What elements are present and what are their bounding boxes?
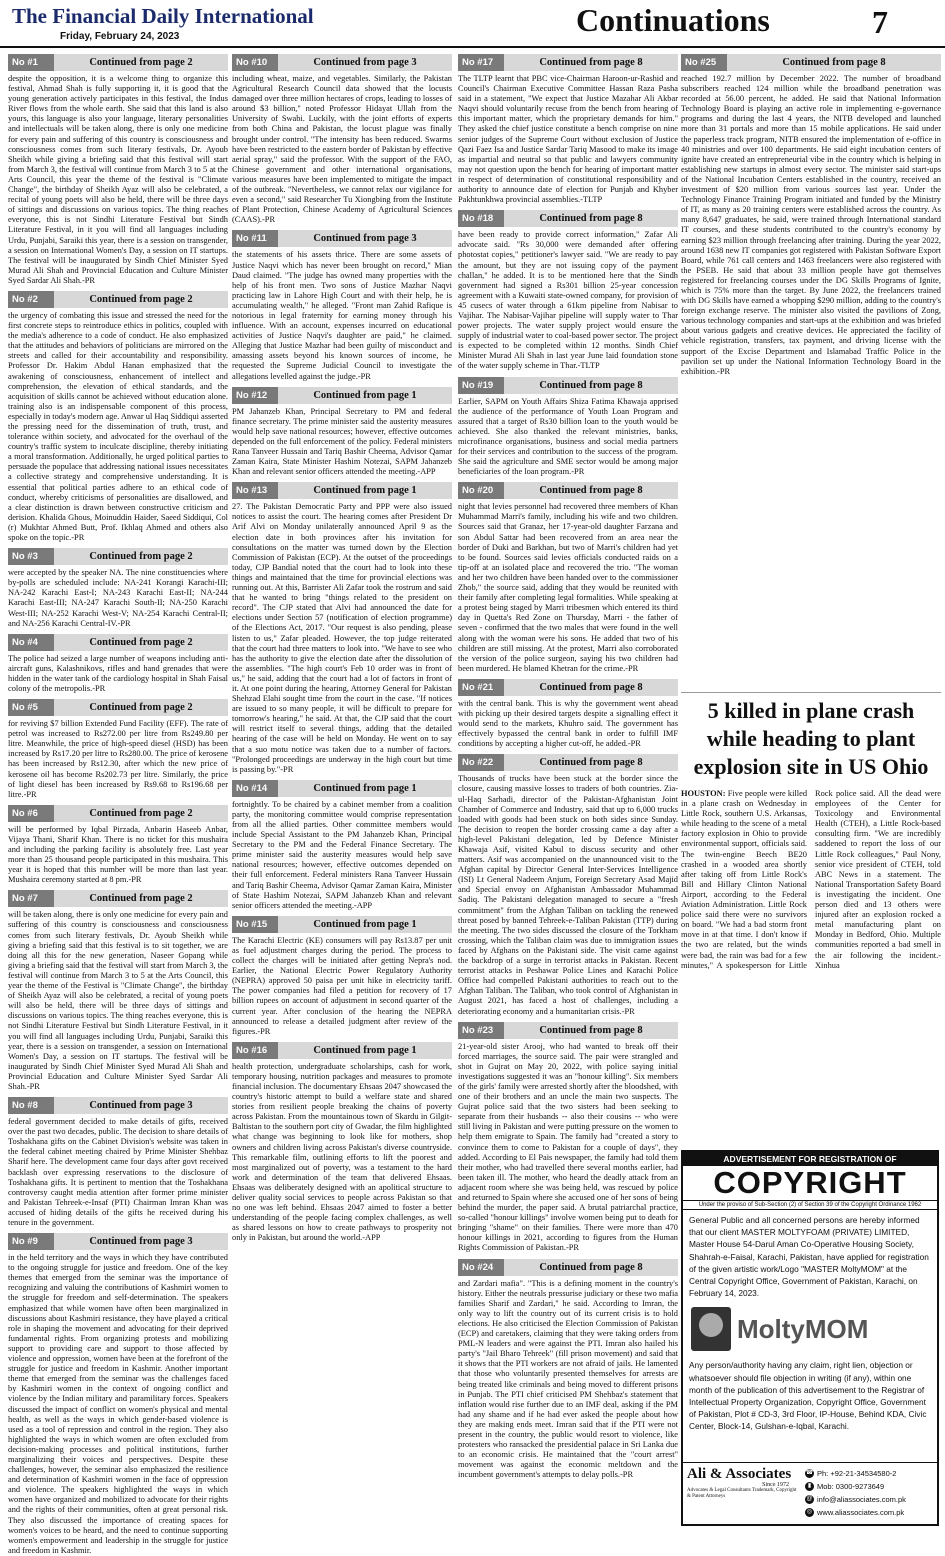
story-text: including wheat, maize, and vegetables. Similarly, the Pakistan Agricultural Research Council data showed that the locusts damaged over three million hectares of crops, leading to losses of around $3 billion," noted Professor Hidayat Ullah from the University of Swabi. Luckily, with the joint efforts of experts from both China and Pakistan, the locust plague was finally brought under control. "The intensity has been reduced. Swarms have been restricted to the eastern border of Pakistan by effective aerial spray," said the professor. With the support of the FAO, Chinese government and other international organisations, various measures have been implemented to mitigate the impact of the outbreak. "Nevertheless, we cannot relax our vigilance for even a second," said Researcher Tu Xiongbing from the Institute of Plant Protection, Chinese Academy of Agricultural Sciences (CAAS).-PR bbox=[232, 74, 452, 225]
continued-from: Continued from page 3 bbox=[278, 230, 452, 247]
moltymom-logo bbox=[683, 1303, 937, 1355]
story-text: the urgency of combating this issue and stressed the need for the first concrete steps to reintroduce ethics in politics, coupled with the media's adherence to a code of conduct. He also emphasized that the attitudes and behaviors of politicians are mirrored on the streets and called for their accountability and responsibility. Professor Dr. Hakim Abdul Hanan emphasized that the awakening of consciousness, enhancement of intellect and comprehension, the elevation of ethical standards, and the acquisition of skills cannot be achieved without education alone. training also is an indispensable component of this process, especially in today's modern age. Anwar ul Haq Siddiqui asserted the pressing need for the dissemination of truth, trust, and tolerance within society, and advocated for the overhaul of the country's traffic system to inculcate discipline, thereby initiating a moral transformation. Additionally, he urged political parties to persuade the populace that addressing national issues necessitates a collective strategy and comprehensive understanding. It is essential that political parties adhere to an ethical code of conduct, whereby criticisms of personalities are disallowed, and a clear distinction is drawn between constructive criticism and derision. Khalida Ghous, Moinuddin Haider, Saeed Siddiqui, Col (r) Mukhtar Ahmed Butt, Prof. Ikhlaq Ahmed and others also spoke on the topic.-PR bbox=[8, 310, 228, 543]
story-header bbox=[458, 54, 678, 71]
story-header bbox=[8, 634, 228, 651]
issue-date: Friday, February 24, 2023 bbox=[60, 31, 180, 42]
story-text: will be taken along, there is only one medicine for every pain and suffering of this country is consciousness and consciousness comes from such literary festivals, Dr. Ayoub Sheikh while giving a briefing said that this festival is to sit together, we are doing all this for the new generation, Naseer Gopang while giving a briefing said that the festival will start from March 3, the festival will continue from March 3 to 5 at the Arts Council, this year the theme of the Festival is "Climate Change", the birthday of Sheikh Ayaz will also be celebrated, a recital of young poets will also be held, there will be three days of sittings and discussions on various topics. The thing reaches everyone, this is not Sindhi Literature Festival but Sindh Literature Festival, in it you will find all languages including Urdu, Punjabi, Saraiki this year, there is a session on transgender, a session on International Women's Day, a session on IT startups. The festival will be inaugurated by Sindh Chief Minister Syed Murad Ali Shah and Provincial Education and Culture Minister Syed Sardar Ali Shah.-PR bbox=[8, 910, 228, 1091]
story-text: the statements of his assets thrice. There are some assets of Justice Naqvi which has never been brought on record," Mian Daud claimed. "The judge has owned many properties with the help of his front men. Two sons of Justice Mazhar Naqvi practicing law in Lahore High Court and with their help, he is accumulating wealth," he alleged. "Front man Zahid Rafique is notorious in legal fraternity for earning money through his influence. With an account, expenses incurred on educational activities of Justice Naqvi's daughter are paid," he claimed. Alleging that Justice Mazhar had been guilty of misconduct and amassing assets beyond his known sources of income, he requested the Supreme Judicial Council to investigate the allegations levelled against the judge.-PR bbox=[232, 250, 452, 381]
story-text: have been ready to provide correct information," Zafar Ali advocate said. "Rs 30,000 were demanded after offering photostat copies," petitioner's lawyer said. "We are ready to pay the amount, but they are not issuing copy of the payment challan," he added. It is to be mentioned here that the Sindh government had signed a Rs301 billion 25-year concession agreement with a Kuwaiti state-owned company, for provision of 45 cusecs of water through a 61km pipeline from Nabisar to Vajihar. The Nabisar-Vajihar pipeline will supply water to Thar power projects. The water supply project would ensure the supply of industrial water to coal-based power sector. The project is expected to be completed within 12 months. Sindh Chief Minister Murad Ali Shah in last year June laid foundation stone of the water supply scheme in Thar.-TLTP bbox=[458, 230, 678, 371]
page-number: 7 bbox=[872, 4, 888, 40]
story-number: No #13 bbox=[232, 482, 278, 499]
story-text: fortnightly. To be chaired by a cabinet member from a coalition party, the monitoring committee would comprise representation from all the allied parties. Other committee members would include Special Assistant to the PM Jahanzeb Khan, Principal Secretary to the PM and the Federal Finance Secretary. The prime minister said the austerity measures would help save national resources; however, effective outcomes depended on their full enforcement. Federal ministers Rana Tanveer Hussain and Tariq Bashir Cheema, Advisor Qamar Zaman Kaira, Minister of State Hashim Notezai, SAPM Jahanzeb Khan and relevant senior officers attended the meeting.-APP bbox=[232, 799, 452, 910]
story-text: for reviving $7 billion Extended Fund Facility (EFF). The rate of petrol was increased to Rs272.00 per litre from Rs249.80 per litre. Meanwhile, the price of high-speed diesel (HSD) has been increased by Rs17.20 per litre to Rs280.00. The price of kerosene has been increased by Rs12.30, after which the new price of kerosene oil has become Rs202.73 per litre. Similarly, the price of light diesel has been increased by Rs9.68 to Rs196.68 per litre.-PR bbox=[8, 719, 228, 799]
story-number: No #5 bbox=[8, 699, 54, 716]
continuation-story bbox=[232, 482, 452, 775]
column-1 bbox=[8, 54, 228, 1555]
story-number: No #24 bbox=[458, 1259, 504, 1276]
story-header bbox=[232, 387, 452, 404]
story-header bbox=[8, 1233, 228, 1250]
continued-from: Continued from page 8 bbox=[504, 54, 678, 71]
story-header bbox=[8, 291, 228, 308]
story-header bbox=[458, 1259, 678, 1276]
continued-from: Continued from page 3 bbox=[278, 54, 452, 71]
continuation-story bbox=[8, 1233, 228, 1556]
email-icon: @ bbox=[806, 1496, 813, 1502]
story-number: No #20 bbox=[458, 482, 504, 499]
story-number: No #14 bbox=[232, 780, 278, 797]
story-number: No #3 bbox=[8, 548, 54, 565]
continuation-story bbox=[232, 230, 452, 381]
story-text: The TLTP learnt that PBC vice-Chairman Haroon-ur-Rashid and Council's Chairman Executive Committee Hassan Raza Pasha said in a statement, "We expect that Justice Mazahar Ali Akbar Naqvi should voluntarily recuse from the bench from hearing of this important matter, which the proprietary demands for him." They asked the chief justice constitute a bench comprise on nine senior judges of the Supreme Court without exclusion of Justice Qazi Faez Isa and Justice Sardar Tariq Masood to make its image as impartial and neutral so that public and lawyers community may not question upon the bench for hearing of important matter in respect of determination of constitutional responsibility and authority to announce date of election for Punjab and Khyber Pakhtunkhwa provincial assemblies.-TLTP bbox=[458, 74, 678, 205]
feature-dateline: HOUSTON: bbox=[681, 789, 726, 798]
continued-from: Continued from page 2 bbox=[54, 54, 228, 71]
story-header bbox=[8, 699, 228, 716]
story-header bbox=[458, 754, 678, 771]
continued-from: Continued from page 1 bbox=[278, 482, 452, 499]
story-number: No #1 bbox=[8, 54, 54, 71]
phone-line: ☎ Ph: +92-21-34534580-2 bbox=[805, 1469, 897, 1478]
firm-name: Ali & Associates bbox=[687, 1466, 792, 1482]
story-text: were accepted by the speaker NA. The nine constituencies where by-polls are scheduled include: NA-241 Korangi Karachi-III; NA-242 Karachi East-I; NA-243 Karachi East-II; NA-244 Karachi East-III; NA-247 Karachi South-II; NA-250 Karachi West-III; NA-252 Karachi West-V; NA-254 Karachi Central-II; and NA-256 Karachi Central-IV.-PR bbox=[8, 568, 228, 628]
continued-from: Continued from page 2 bbox=[54, 634, 228, 651]
continued-from: Continued from page 1 bbox=[278, 916, 452, 933]
story-header bbox=[8, 548, 228, 565]
story-text: The Karachi Electric (KE) consumers will pay Rs13.87 per unit as fuel adjustment charges during the period. The process to collect the charges will be initiated after getting Nepra's nod. Earlier, the National Electric Power Regulatory Authority (NEPRA) approved 50 paisa per unit hike in electricity tariff. The power companies had filed a petition for recovery of 17 billion rupees on account of adjustment in second quarter of the current year. After conclusion of the hearing the NEPRA announced to release a detailed judgment after review of the figures.-PR bbox=[232, 935, 452, 1036]
continuation-story bbox=[232, 780, 452, 911]
story-text: with the central bank. This is why the government went ahead with picking up their desired targets despite a signalling effect it would send to the markets, Khuhro said. The government has effectively bypassed the central bank in order to fulfill IMF conditions by accepting a higher cut-off, he added.-PR bbox=[458, 698, 678, 749]
continuation-story bbox=[8, 548, 228, 629]
phone-icon: ☎ bbox=[805, 1470, 814, 1476]
story-header bbox=[8, 54, 228, 71]
story-text: PM Jahanzeb Khan, Principal Secretary to PM and federal finance secretary. The prime minister said the austerity measures would help save national resources; however, effective outcomes depended on the full enforcement of the policy. Federal ministers Rana Tanveer Hussain and Tariq Bashir Cheema, Advisor Qamar Zaman Kaira, State Minister Hashim Notezai, SAPM Jahanzeb Khan and relevant senior officers attended the meeting.-APP bbox=[232, 406, 452, 477]
story-header bbox=[232, 780, 452, 797]
continued-from: Continued from page 3 bbox=[54, 1233, 228, 1250]
story-header bbox=[458, 1022, 678, 1039]
firm-tagline: Advocates & Legal Consultants Trademark, Copyright & Patent Attorneys bbox=[687, 1488, 797, 1499]
story-text: 27. The Pakistan Democratic Party and PPP were also issued notices to assist the court. The hearing comes after President Dr Arif Alvi on Monday unilaterally announced April 9 as the election date in both provinces after his invitation for consultations on the matter was turned down by the Election Commission of Pakistan (ECP). At the outset of the proceedings today, CJP Bandial noted that the court had to look into these things and maintained that the time for provincial elections was running out. At this, Barrister Ali Zafar took the rostrum and said that he wanted to bring "things related to the president on record". The CJP stated that Alvi had announced the date for elections under Section 57 (notification of election programme) of the Elections Act, 2017. "Our request is also pending, please listen to us," Zafar pleaded. However, the top judge reiterated that the court had three matters to look into. "We have to see who has the authority to give the election date after the dissolution of the assemblies. "The high court's Feb 10 order was in front of us," he said, adding that the court had a lot of factors in front of it. At one point during the hearing, Attorney General for Pakistan Shehzad Elahi sought time from the court in the case. "If notices are issued to so many people, it will be difficult to prepare for tomorrow's hearing," he said. At that, the CJP said that the court will restrict itself to several things, adding that the detailed hearing of the case will be held on Monday. He went on to say that a suo motu notice was taken due to a number of factors. "Prolonged proceedings are underway in the high court but time is passing by."-PR bbox=[232, 502, 452, 774]
continued-from: Continued from page 8 bbox=[504, 754, 678, 771]
continuation-story bbox=[458, 679, 678, 749]
master-logo-icon bbox=[691, 1307, 731, 1351]
story-text: night that levies personnel had recovered three members of Khan Muhammad Marri's family, including his wife and two children. Sources said that Granaz, her 17-year-old daughter Farzana and son Abdul Sattar had been recovered from an area near the border of Duki and Barkhan, but two of Marri's children had yet to be found. Sources said levies officials conducted raids on a tip-off at an isolated place and recovered the trio. "The woman and her two children have been handed over to the commissioner Zhob," the source said, adding that they would be reunited with their family after completing legal formalities. While speaking at a protest being staged by Marri tribesmen which entered its third day in Quetta's Red Zone on Thursday, Marri - the father of seven - confirmed that the two males that were found in the well along with the woman were his sons. He added that two of his children are still missing. At the protest, Marri also corroborated the version of the police surgeon, saying his two children had been murdered. He blamed Khetran for the crime.-PR bbox=[458, 502, 678, 673]
firm-contacts bbox=[803, 1463, 937, 1524]
column-3 bbox=[458, 54, 678, 1524]
story-header bbox=[232, 54, 452, 71]
story-text: in the held territory and the ways in which they have contributed to the ongoing struggle for justice and freedom. One of the key themes that emerged from the seminar was the importance of recognizing and valuing the contributions of Kashmiri women to the struggle for freedom and self-determination. The speakers emphasized that while women have often been marginalized in discussions about Kashmiri resistance, they have played a critical role in shaping the movement and advocating for their deprived fundamental rights. From organizing protests and mobilizing support to providing care and support to those affected by violence and oppression, women have been at the forefront of the struggle for justice and freedom in Kashmir. Another important theme that emerged from the seminar was the challenges faced by Kashmiri women in the context of ongoing conflict and violence by the Indian military and paramilitary forces. Speakers discussed the impact of conflict on women's physical and mental health, as well as the ways in which gender-based violence is used as a tool of repression and control in the region. They also highlighted the ways in which women are often excluded from decision-making processes and political institutions, further marginalizing their voices and perspectives. Despite these challenges, however, the seminar also emphasized the resilience and determination of Kashmiri women in the face of oppression and violence. The speakers highlighted the ways in which women have organized and mobilized to advocate for their rights and the rights of their communities, often at great personal risk. They also discussed the importance of creating spaces for women's voices to be heard, and the need to continue supporting women's empowerment and leadership in the struggle for justice and freedom in Kashmir. bbox=[8, 1253, 228, 1555]
story-number: No #10 bbox=[232, 54, 278, 71]
continuation-story bbox=[8, 291, 228, 543]
story-number: No #12 bbox=[232, 387, 278, 404]
ad-title: COPYRIGHT bbox=[683, 1166, 937, 1201]
masthead bbox=[0, 0, 945, 48]
ad-subtitle: Under the proviso of Sub-Section (2) of Section 39 of the Copyright Ordinance 1962 bbox=[683, 1201, 937, 1210]
continued-from: Continued from page 2 bbox=[54, 890, 228, 907]
continuation-story bbox=[458, 210, 678, 371]
continued-from: Continued from page 8 bbox=[504, 210, 678, 227]
continued-from: Continued from page 2 bbox=[54, 291, 228, 308]
globe-icon: ◎ bbox=[806, 1509, 813, 1515]
mobile-icon: ▮ bbox=[805, 1482, 814, 1491]
story-text: 21-year-old sister Arooj, who had wanted to break off their forced marriages, the source said. The pair were strangled and shot in Gujrat on May 20, 2022, with police saying initial investigations suggested it was an "honour killing". Six members of the girls' family were arrested shortly after the bloodshed, with one of their brothers and an uncle the main two suspects. The Gujrat police said that the two sisters had been seeking to separate from their husbands -- also their cousins -- who were still living in Pakistan and were putting pressure on the women to help them emigrate to Spain. The family had "created a story to convince them to come to Pakistan for a couple of days", they added. According to El Pais newspaper, the family had told them their mother, who had travelled there several months earlier, had been taken ill. The mother, who heard the deadly attack from an adjacent room where she was being held, was rescued by police and returned to Spain where she accused one of her sons of being behind the murder, the paper said. A brutal patriarchal practice, so-called "honour killings" involve women being put to death for bringing "shame" on their families. There were more than 470 honour killings in 2021, according to figures from the Human Rights Commission of Pakistan.-PR bbox=[458, 1041, 678, 1253]
story-text: federal government decided to make details of gifts, received over the past two decades, public. The decision to share details of Toshakhana gifts on the Cabinet Division's website was taken in the federal cabinet meeting chaired by Prime Minister Shehbaz Sharif here. The development came four days after govt received backlash over expressing reservations to the disclosure of Toshakhana gifts. It is pertinent to mention that the Toshakhana controversy caught media attention after former prime minister and Pakistan Tehreek-e-Insaf (PTI) Chairman Imran Khan was accused of hiding details of the gifts he received during his tenure in the government. bbox=[8, 1117, 228, 1227]
continued-from: Continued from page 8 bbox=[504, 377, 678, 394]
story-number: No #25 bbox=[681, 54, 727, 71]
continued-from: Continued from page 2 bbox=[54, 699, 228, 716]
story-text: The police had seized a large number of weapons including anti-aircraft guns, Kalashnikovs, rifles and hand grenades that were hidden in the water tank of the cardiology hospital in Shah Faisal colony of the metropolis.-PR bbox=[8, 653, 228, 693]
continuation-story bbox=[681, 54, 941, 377]
story-number: No #16 bbox=[232, 1042, 278, 1059]
story-header bbox=[458, 482, 678, 499]
story-number: No #9 bbox=[8, 1233, 54, 1250]
story-text: reached 192.7 million by December 2022. The number of broadband subscribers reached 124 million while the broadband penetration was recorded at 56.00 percent, he added. He said that National Information Technology Board is playing an active role in implementing e-governance programs and during the last 4 years, the NITB developed and launched more than 31 portals and more than 15 mobile applications. He said under the paperless track program, NITB ensured the implementation of e-office in 40 ministries and over 100 departments. He said eight incubation centers of ignite have created an entrepreneurial vibe in the country which is helping in establishing new startups in almost every sector. The minister said start-ups of the National Incubation Centers established in the country, received an investment of $20 million from various sources last year. Under the Technology Finance Training Program initiated and funded by the Ministry of IT, as many as 20 training centers were established across the country. As many 8,647 graduates, he said, were trained through International standard IT courses, and these students contributed to the country's economy by earning $23 million through freelancing after training. During the year 2022, around 1638 new IT companies got registered with Pakistan Software Export Board, while 761 call centers and 1463 freelancers were also registered with the PSEB. He said that about 33 million people have got themselves registered for freelancing courses under the DG Skills Programs of Ignite, which is 75% more than the target. By June 2022, the freelancers trained with DG Skills have earned a whopping $290 million, adding to the country's foreign exchange reserve. The minister also visited the pavilions of Zong, various technology companies and start-ups at the exhibition and was briefed about various gadgets and creative devices. He appreciated the facility of vehicle registration, transfers, tax payment, and driving license with the support of the Excise Department and Islamabad Traffic Police in the pavilion set up under the National Information Technology Board in the exhibition.-PR bbox=[681, 74, 941, 376]
story-number: No #8 bbox=[8, 1097, 54, 1114]
story-text: Thousands of trucks have been stuck at the border since the closure, causing massive losses to traders of both countries. Zia-ul-Haq Sarhadi, director of the Pakistan-Afghanistan Joint Chamber of Commerce and Industry, said that up to 6,000 trucks loaded with goods had been stuck on both sides since Sunday. The decision to reopen the border crossing came a day after a high-level Pakistani delegation, led by Defence Minister Khawaja Asif, visited Kabul to discuss security and other matters. Asif was accompanied on the unannounced visit to the Afghan capital by Director General Inter-Services Intelligence (ISI) Lt General Nadeem Anjum, Foreign Secretary Asad Majid and Special envoy on Afghanistan Ambassador Muhammad Sadiq. The Pakistani delegation managed to secure a "fresh commitment" from the Afghan Taliban on tackling the renewed threat posed by banned Tehreek-e-Taliban Pakistan (TTP) during the meeting. The two sides discussed the closure of the Torkham crossing, which the Taliban claim was due to immigration issues faced by Afghans on the Pakistani side. The visit came against the backdrop of a surge in terrorist attacks in Pakistan. Recent terrorist attacks in Peshawar Police Lines and Karachi Police Office had compelled Pakistani authorities to reach out to the Afghan Taliban. The Taliban, who took control of Afghanistan in August 2021, has faced a host of challenges, including a deteriorating economy and a humanitarian crisis.-PR bbox=[458, 774, 678, 1016]
copyright-advertisement bbox=[681, 1150, 939, 1526]
continued-from: Continued from page 8 bbox=[727, 54, 941, 71]
story-text: and Zardari mafia". "This is a defining moment in the country's history. Either the neutrals pressurise judiciary or these two mafia families Sharif and Zardari," he said. According to Imran, the only way to lift the country out of its current crisis is to hold elections. He also criticised the Election Commission of Pakistan (ECP) and caretakers, claiming that they were taking orders from PML-N leaders and were against the PTI. Imran also hailed his party's "Jail Bharo Tehreek" (fill prison movement) and said that it shows that the PTI workers are not afraid of jails. He lamented that those who voluntarily presented themselves for arrests are being treated like criminals and being moved to different prisons in Punjab. The PTI chief criticised PM Shehbaz's statement that inflation would rise further due to an IMF deal, asking if the PM had any shame and if he had ever asked the people about how they are making ends meet. Imran said that if the PTI were not present in the country, the public would resort to violence, like protesters who ransacked the presidential palace in Sri Lanka due to an economic crisis. He maintained that the "court arrest" movement was against the economic meltdown and the incumbent government's attempts to delay polls.-PR bbox=[458, 1278, 678, 1480]
law-firm bbox=[683, 1463, 803, 1524]
story-header bbox=[8, 1097, 228, 1114]
ad-objection-text: Any person/authority having any claim, right lien, objection or whatsoever should file objection in writing (if any), within one month of the publication of this advertisement to the Registrar of Intellectual Property Organization, Copyright Office, Government of Pakistan, Plot # CD-3, 3rd Floor, IP-House, Behind KDA, Civic Center, Block-14, Gulshan-e-Iqbal, Karachi. bbox=[689, 1360, 927, 1432]
story-number: No #19 bbox=[458, 377, 504, 394]
continuation-story bbox=[458, 54, 678, 205]
story-text: despite the opposition, it is a welcome thing to organize this festival, Ahmad Shah is fully supporting it, it is good that the young generation actively participates in this festival, the Indus River flows from the whole earth. She said that this land is also yours, this language is also your language, literary personalities and intellectuals will be taken along, there is only one medicine for every pain and suffering of this country is consciousness and consciousness comes from such literary festivals, Dr. Ayoub Sheikh while giving a briefing said that this festival will start from March 3, the festival will continue from March 3 to 5 at the Arts Council, this year the theme of the festival is "Climate Change", the birthday of Sheikh Ayaz will also be celebrated, a recital of young poets will also be held, there will be three days of sittings and discussions on various topics. The thing reaches everyone, this is not Sindhi Literature Festival but Sindh Literature Festival, in it you will find all languages including Urdu, Punjabi, Saraiki this year, there is a session on transgender, a session on International Women's Day, a session on IT startups. The festival will be inaugurated by Sindh Chief Minister Syed Murad Ali Shah and Provincial Education and Culture Minister Syed Sardar Ali Shah.-PR bbox=[8, 74, 228, 285]
continuation-story bbox=[8, 805, 228, 886]
ad-notice-text: General Public and all concerned persons are hereby informed that our client MASTER MOLTYFOAM (PRIVATE) LIMITED, Master House 54-Darul Aman Co-Operative Housing Society, Shahrah-e-Faisal, Karachi, Pakistan, have applied for registration of the given artistic work/Logo "MASTER MoltyMOM" at the Central Copyright Office, Government of Pakistan, Karachi, on February 14, 2023. bbox=[689, 1215, 929, 1299]
email-line[interactable]: @ info@aliassociates.com.pk bbox=[806, 1495, 906, 1504]
continuation-story bbox=[458, 754, 678, 1016]
continuation-story bbox=[8, 890, 228, 1092]
story-number: No #7 bbox=[8, 890, 54, 907]
continuation-story bbox=[232, 387, 452, 478]
continuation-story bbox=[458, 1022, 678, 1254]
web-line[interactable]: ◎ www.aliassociates.com.pk bbox=[806, 1508, 905, 1517]
continuation-story bbox=[8, 54, 228, 286]
feature-headline: 5 killed in plane crash while heading to plant explosion site in US Ohio bbox=[681, 692, 941, 781]
continued-from: Continued from page 8 bbox=[504, 1259, 678, 1276]
firm-since: Since 1972 bbox=[762, 1482, 789, 1488]
story-header bbox=[232, 482, 452, 499]
continued-from: Continued from page 8 bbox=[504, 1022, 678, 1039]
continued-from: Continued from page 1 bbox=[278, 780, 452, 797]
story-header bbox=[681, 54, 941, 71]
story-header bbox=[458, 377, 678, 394]
continuation-story bbox=[232, 916, 452, 1037]
continuation-story bbox=[458, 377, 678, 478]
continuation-story bbox=[8, 699, 228, 800]
story-number: No #4 bbox=[8, 634, 54, 651]
continued-from: Continued from page 2 bbox=[54, 805, 228, 822]
continued-from: Continued from page 8 bbox=[504, 679, 678, 696]
continued-from: Continued from page 8 bbox=[504, 482, 678, 499]
story-header bbox=[8, 805, 228, 822]
story-header bbox=[458, 210, 678, 227]
story-text: Earlier, SAPM on Youth Affairs Shiza Fatima Khawaja apprised the audience of the performance of Youth Loan Program and assured that a target of Rs30 billion loan to the youth would be achieved. She also thanked the relevant ministries, banks, microfinance organisations, business and social media partners for their services and contribution to the success of the program. She said the agriculture and SME sector would be among major beneficiaries of the loan program.-PR bbox=[458, 396, 678, 477]
story-number: No #23 bbox=[458, 1022, 504, 1039]
story-header bbox=[232, 230, 452, 247]
story-number: No #6 bbox=[8, 805, 54, 822]
story-number: No #15 bbox=[232, 916, 278, 933]
column-2 bbox=[232, 54, 452, 1524]
story-header bbox=[8, 890, 228, 907]
continuation-story bbox=[458, 482, 678, 674]
story-number: No #18 bbox=[458, 210, 504, 227]
continued-from: Continued from page 2 bbox=[54, 548, 228, 565]
feature-text: Five people were killed in a plane crash on Wednesday in Little Rock, southern U.S. Arkansas, while heading to the scene of a metal factory explosion in Ohio to provide environmental support, officials said. The twin-engine Beech BE20 crashed in a wooded area shortly after taking off from Little Rock's Bill and Hillary Clinton National Airport, according to the Federal Aviation Administration. Little Rock police said there were no survivors on board. "We had a bad storm front move in at that time. I don't know if the two are related, but the winds were bad, the rain was bad for a few minutes," A spokesperson for Little Rock police said. All the dead were employees of the Center for Toxicology and Environmental Health (CTEH), a Little Rock-based consulting firm. "We are incredibly saddened to report the loss of our Little Rock colleagues," Paul Nony, senior vice president of CTEH, told ABC News in a statement. The National Transportation Safety Board is investigating the incident. One person died and 13 others were injured after an explosion rocked a metal manufacturing plant on Monday in Bedford, Ohio. Multiple communities reported a bad smell in the air following the incident.-Xinhua bbox=[681, 789, 941, 970]
continued-from: Continued from page 3 bbox=[54, 1097, 228, 1114]
continuation-story bbox=[232, 1042, 452, 1244]
continuation-story bbox=[8, 1097, 228, 1228]
story-text: health protection, undergraduate scholarships, cash for work, temporary housing, nutrition packages and measures to promote financial inclusion. The documentary Ehsaas 2047 showcased the country's historic attempt to build a welfare state and shared stories from resilient people breaking the chains of poverty across Pakistan. From the mountainous town of Skardu in Gilgit-Baltistan to the southern port city of Gwadar, the film highlighted what change was beginning to look like for mothers, shop owners and children living across Pakistan's diverse countryside. This remarkable film, outlining efforts to lift the poorest and most marginalized out of poverty, was a testament to the hard work and determination of the team that delivered Ehsaas. Ehsaas was deliberately designed with an apolitical structure to deliver quality social services to people across Pakistan so that no one was left behind. Ehsaas 2047 aimed to foster a better understanding of the people facing complex challenges, as well as shared lessons on how to create pathways to prosperity not only in Pakistan, but around the world.-APP bbox=[232, 1061, 452, 1243]
continued-from: Continued from page 1 bbox=[278, 387, 452, 404]
logo-wordmark: MoltyMOM bbox=[737, 1313, 869, 1344]
story-number: No #22 bbox=[458, 754, 504, 771]
continuation-story bbox=[232, 54, 452, 225]
section-title: Continuations bbox=[576, 2, 770, 38]
story-header bbox=[232, 1042, 452, 1059]
continued-from: Continued from page 1 bbox=[278, 1042, 452, 1059]
story-number: No #21 bbox=[458, 679, 504, 696]
column-4-stories bbox=[681, 54, 941, 686]
story-text: will be performed by Iqbal Pirzada, Anbarin Haseeb Anbar, Vijaya Thani, Sharif Khan. There is no ticket for this mushaira and including the parking facility is absolutely free. Last year more than 25 thousand people participated in this mushaira. This year it is hoped that this number will be more than last year. Mushaira ceremony started at 8 pm.-PR bbox=[8, 824, 228, 885]
story-number: No #2 bbox=[8, 291, 54, 308]
ad-top-banner: ADVERTISEMENT FOR REGISTRATION OF bbox=[683, 1152, 937, 1166]
mobile-line: ▮ Mob: 0300-9273649 bbox=[805, 1480, 935, 1493]
continuation-story bbox=[8, 634, 228, 694]
story-number: No #11 bbox=[232, 230, 278, 247]
story-number: No #17 bbox=[458, 54, 504, 71]
story-header bbox=[458, 679, 678, 696]
continuation-story bbox=[458, 1259, 678, 1481]
ad-footer bbox=[683, 1462, 937, 1524]
story-header bbox=[232, 916, 452, 933]
feature-body bbox=[681, 789, 941, 1094]
newspaper-name: The Financial Daily International bbox=[12, 4, 314, 28]
